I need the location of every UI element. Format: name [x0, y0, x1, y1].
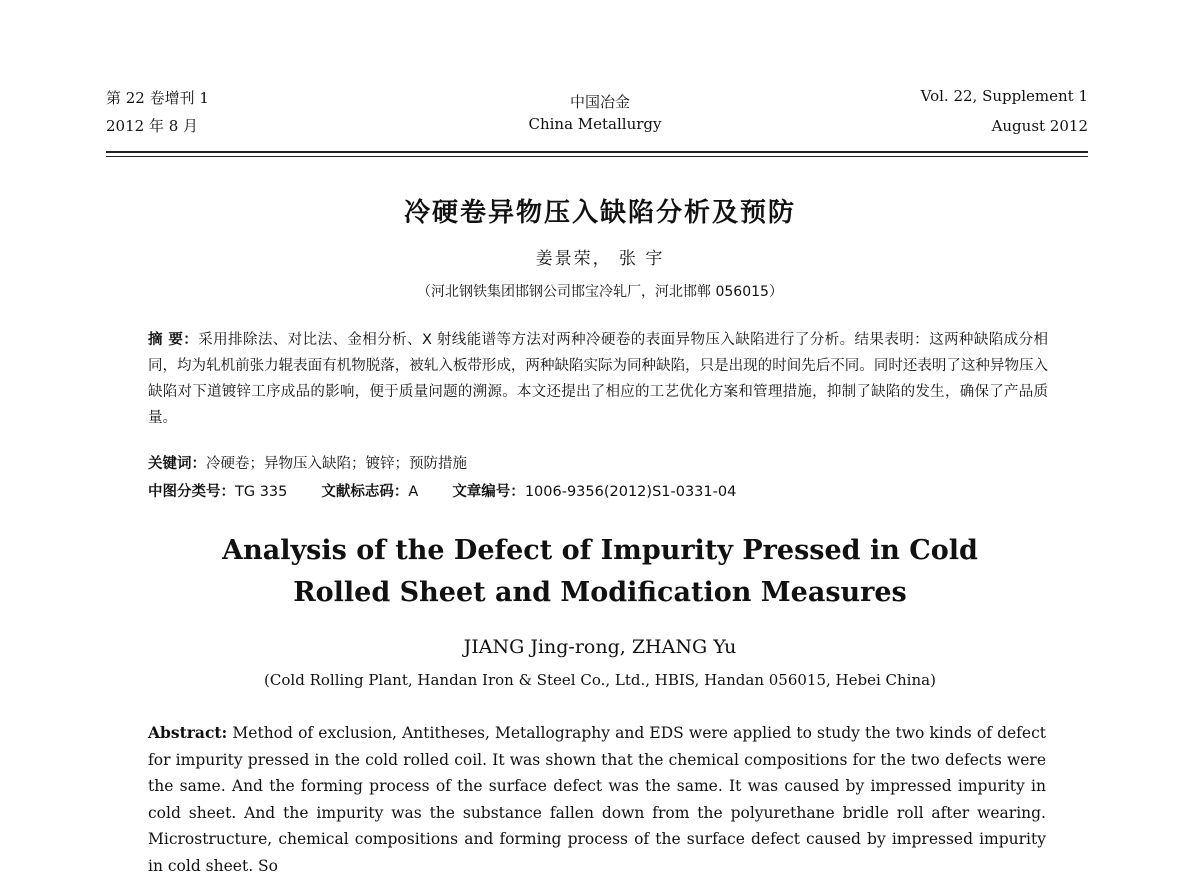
- header-rule-thick: [106, 151, 1088, 153]
- journal-name-cn: 中国冶金: [569, 93, 630, 111]
- article-no-label: 文章编号：: [452, 484, 525, 500]
- keywords-cn: [148, 451, 1048, 477]
- title-line-2: Rolled Sheet and Modification Measures: [293, 577, 907, 608]
- abstract-text-cn: 采用排除法、对比法、金相分析、X 射线能谱等方法对两种冷硬卷的表面异物压入缺陷进行了分析。结果表明：这两种缺陷成分相同，均为轧机前张力辊表面有机物脱落，被轧入板带形成，两种缺陷实际为同种缺陷，只是出现的时间先后不同。同时还表明了这种异物压入缺陷对下道镀锌工序成品的影响，便于质量问题的溯源。本文还提出了相应的工艺优化方案和管理措施，抑制了缺陷的发生，确保了产品质量。: [148, 332, 1048, 426]
- class-label: 中图分类号：: [148, 484, 235, 500]
- journal-volume-en: Vol. 22, Supplement 1: [920, 87, 1088, 105]
- class-value: TG 335: [235, 484, 288, 500]
- article-no-value: 1006-9356(2012)S1-0331-04: [524, 484, 737, 500]
- authors-en: JIANG Jing-rong, ZHANG Yu: [463, 636, 737, 658]
- keywords-text-cn: 冷硬卷；异物压入缺陷；镀锌；预防措施: [206, 456, 467, 472]
- title-line-1: Analysis of the Defect of Impurity Pressed in Cold: [222, 535, 978, 566]
- classification-line: [148, 479, 1048, 505]
- abstract-en: [148, 720, 1046, 879]
- keywords-label-cn: 关键词：: [148, 456, 206, 472]
- journal-date-cn: 2012 年 8 月: [106, 117, 199, 135]
- paper-title-cn: 冷硬卷异物压入缺陷分析及预防: [403, 198, 796, 228]
- journal-date-en: August 2012: [991, 117, 1088, 135]
- journal-volume: 第 22 卷增刊 1: [106, 89, 209, 107]
- abstract-label-en: Abstract:: [148, 723, 228, 742]
- header-rule-thin: [106, 156, 1088, 157]
- doc-code-value: A: [408, 484, 419, 500]
- abstract-text-en: Method of exclusion, Antitheses, Metallography and EDS were applied to study the two kinds of defect for impurity pressed in the cold rolled coil. It was shown that the chemical compositions for the two defects were the same. And the forming process of the surface defect was the same. It was caused by impressed impurity in cold sheet. And the impurity was the substance fallen down from the polyurethane bridle roll after wearing. Microstructure, chemical compositions and forming process of the surface defect caused by impressed impurity in cold sheet. So: [148, 724, 1046, 875]
- affiliation-en: (Cold Rolling Plant, Handan Iron & Steel Co., Ltd., HBIS, Handan 056015, Hebei China): [264, 671, 936, 689]
- paper-title-en: [0, 530, 1200, 614]
- authors-cn: 姜景荣， 张 宇: [535, 249, 665, 269]
- abstract-cn: [148, 327, 1048, 431]
- abstract-label-cn: 摘 要：: [148, 332, 199, 348]
- doc-code-label: 文献标志码：: [321, 484, 409, 500]
- journal-name-en: China Metallurgy: [528, 115, 662, 133]
- affiliation-cn: （河北钢铁集团邯钢公司邯宝冷轧厂，河北邯郸 056015）: [417, 284, 783, 300]
